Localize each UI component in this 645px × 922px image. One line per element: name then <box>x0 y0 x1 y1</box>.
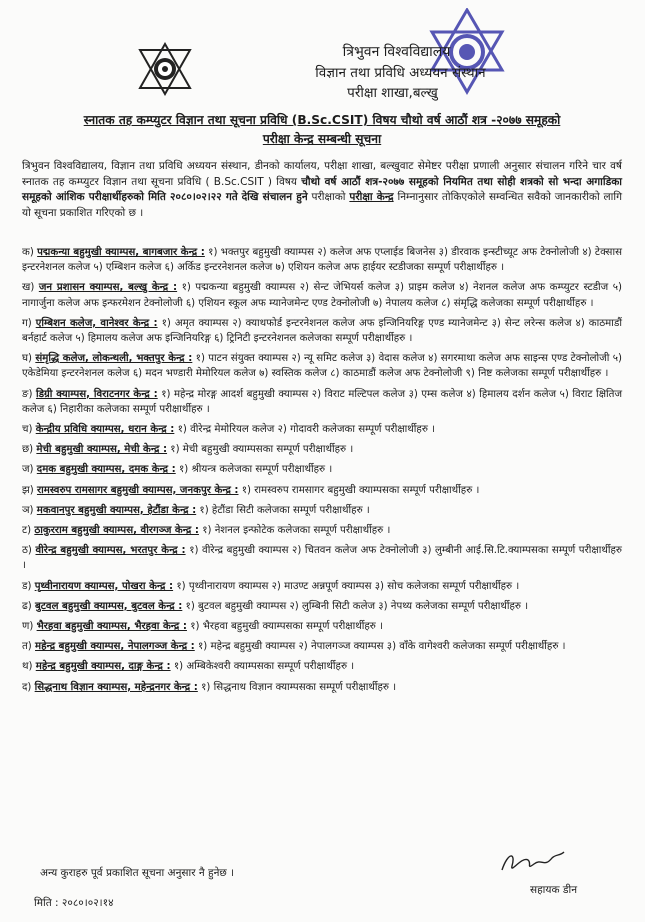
exam-center-item <box>22 523 622 538</box>
center-colleges: १) वीरेन्द्र मेमोरियल कलेज २) गोदावरी कलेजका सम्पूर्ण परीक्षार्थीहरु । <box>177 424 436 436</box>
center-label: ज) <box>22 464 34 476</box>
center-name: डिग्री क्याम्पस, विराटनगर केन्द्र : <box>35 388 158 400</box>
intro-part1: त्रिभुवन विश्वविद्यालय, विज्ञान तथा प्रविधि अध्ययन संस्थान, डीनको कार्यालय, परीक्षा शाखा, बल्खुवाट सेमेष्टर परीक्षा प्रणाली अनुसार संचालन गरिने चार वर्ष स्नातक तह कम्प्युटर विज्ञान तथा सूचना प्रविधि ( B.Sc.CSIT ) विषय <box>22 160 622 188</box>
notice-title-line2: परीक्षा केन्द्र सम्बन्धी सूचना <box>262 132 382 146</box>
center-name: सिद्धनाथ विज्ञान क्याम्पस, महेन्द्रनगर केन्द्र : <box>34 681 198 693</box>
center-colleges: १) भक्तपुर बहुमुखी क्याम्पस २) कलेज अफ एप्लाईड बिजनेस ३) डीरवाक इन्स्टीच्यूट अफ टेक्नोलोजी ४) टेक्सास इन्टरनेशनल कलेज ५) एम्बिशन कलेज ६) अर्किड इन्टरनेशनल कलेज ७) एशियन कलेज अफ हाईयर स्टडीजका सम्पूर्ण परीक्षार्थीहरु । <box>22 247 622 274</box>
center-label: ग) <box>22 317 32 329</box>
center-name: दमक बहुमुखी क्याम्पस, दमक केन्द्र : <box>36 464 176 476</box>
center-colleges: १) भैरहवा बहुमुखी क्याम्पसका सम्पूर्ण परीक्षार्थीहरु । <box>190 621 383 633</box>
exam-center-item <box>22 422 622 437</box>
intro-bold2: देखि संचालन हुने <box>241 191 308 204</box>
exam-center-item <box>22 659 622 674</box>
center-name: एम्बिशन कलेज, वानेश्वर केन्द्र : <box>35 317 158 329</box>
center-label: छ) <box>22 444 34 456</box>
center-colleges: १) पाटन संयुक्त क्याम्पस २) न्यू समिट कलेज ३) वेदास कलेज ४) सगरमाथा कलेज अफ साइन्स एण्ड टेक्नोलोजी ५) एकेडेमिया इन्टरनेशनल कलेज ६) मदन भण्डारी मेमोरियल कलेज ७) स्वस्तिक कलेज ८) काठमाडौं कलेज अफ टेक्नोलोजी ९) निष्ट कलेजका सम्पूर्ण परीक्षार्थीहरु । <box>22 353 622 380</box>
center-label: ख) <box>22 282 35 294</box>
center-label: ढ) <box>22 600 32 612</box>
exam-center-item <box>22 462 622 477</box>
center-colleges: १) महेन्द्र बहुमुखी क्याम्पस २) नेपालगञ्ज क्याम्पस ३) वाँके वागेश्वरी कलेजका सम्पूर्ण परीक्षार्थीहरु । <box>198 641 566 653</box>
center-label: ङ) <box>22 388 33 400</box>
intro-bold1: चौथो वर्ष आठौं शत्र-२०७७ समूहको नियमित तथा सोही शत्रको सो भन्दा अगाडिका समूहको आंशिक परीक्षार्थीहरुको मिति २०८०।०२।२२ गते <box>22 175 622 204</box>
center-colleges: १) वीरेन्द्र बहुमुखी क्याम्पस २) चितवन कलेज अफ टेक्नोलोजी ३) लुम्बीनी आई.सि.टि.क्याम्पसका सम्पूर्ण परीक्षार्थीहरु । <box>22 545 622 572</box>
center-label: च) <box>22 424 33 436</box>
center-colleges: १) सिद्धनाथ विज्ञान क्याम्पसका सम्पूर्ण परीक्षार्थीहरु । <box>201 681 397 693</box>
center-name: महेन्द्र बहुमुखी क्याम्पस, दाङ्ग केन्द्र : <box>35 661 171 673</box>
center-label: घ) <box>22 353 32 365</box>
center-name: जन प्रशासन क्याम्पस, बल्खु केन्द्र : <box>38 282 178 294</box>
exam-center-item <box>22 503 622 518</box>
intro-part2: परीक्षाको <box>307 191 350 204</box>
intro-part3: निम्नानुसार तोकिएकोले सम्वन्धित सवैको जानकारीको लागि यो सूचना प्रकाशित गरिएको छ । <box>22 191 623 219</box>
exam-center-item <box>22 579 622 594</box>
exam-center-item <box>22 280 622 310</box>
intro-paragraph <box>22 159 622 221</box>
center-name: ठाकुरराम बहुमुखी क्याम्पस, वीरगञ्ज केन्द्र : <box>34 525 199 537</box>
center-name: वीरेन्द्र बहुमुखी क्याम्पस, भरतपुर केन्द्र : <box>35 545 186 557</box>
exam-center-item <box>22 442 622 457</box>
exam-center-list <box>22 245 622 700</box>
office-name: परीक्षा शाखा,बल्खु <box>347 85 438 101</box>
center-name: महेन्द्र बहुमुखी क्याम्पस, नेपालगञ्ज केन्द्र : <box>35 641 195 653</box>
center-label: थ) <box>22 661 33 673</box>
center-label: झ) <box>22 484 34 496</box>
notice-date: मिति : २०८०।०२।१४ <box>34 897 114 909</box>
center-colleges: १) बुटवल बहुमुखी क्याम्पस २) लुम्बिनी सिटी कलेज ३) नेपथ्य कलेजका सम्पूर्ण परीक्षार्थीहरु । <box>185 600 529 612</box>
center-name: भैरहवा बहुमुखी क्याम्पस, भैरहवा केन्द्र : <box>36 621 187 633</box>
center-colleges: १) पृथ्वीनारायण क्याम्पस २) माउण्ट अन्नपूर्ण क्याम्पस ३) सोच कलेजका सम्पूर्ण परीक्षार्थीहरु । <box>176 580 520 592</box>
exam-center-item <box>22 245 622 275</box>
intro-bold3: परीक्षा केन्द्र <box>349 191 394 204</box>
center-label: द) <box>22 681 32 693</box>
center-name: मेची बहुमुखी क्याम्पस, मेची केन्द्र : <box>36 444 168 456</box>
center-name: केन्द्रीय प्रविधि क्याम्पस, धरान केन्द्र : <box>35 424 175 436</box>
exam-center-item <box>22 599 622 614</box>
exam-center-item <box>22 483 622 498</box>
center-label: ठ) <box>22 545 32 557</box>
exam-center-item <box>22 619 622 634</box>
notice-title <box>22 111 622 149</box>
center-label: ञ) <box>22 504 34 516</box>
signature-icon <box>498 846 568 876</box>
center-label: ट) <box>22 525 32 537</box>
center-name: मकवानपुर बहुमुखी क्याम्पस, हेटौंडा केन्द्र : <box>36 504 197 516</box>
center-colleges: १) हेटौंडा सिटी कलेजका सम्पूर्ण परीक्षार्थीहरु । <box>199 504 370 516</box>
center-label: त) <box>22 641 32 653</box>
center-name: पृथ्वीनारायण क्याम्पस, पोखरा केन्द्र : <box>34 580 174 592</box>
university-name: त्रिभुवन विश्वविद्यालय <box>342 44 451 60</box>
footer-note: अन्य कुराहरु पूर्व प्रकाशित सूचना अनुसार नै हुनेछ । <box>40 867 235 879</box>
exam-center-item <box>22 639 622 654</box>
center-colleges: १) अम्बिकेश्वरी क्याम्पसका सम्पूर्ण परीक्षार्थीहरु । <box>173 661 355 673</box>
center-colleges: १) मेची बहुमुखी क्याम्पसका सम्पूर्ण परीक्षार्थीहरु । <box>170 444 354 456</box>
exam-center-item <box>22 543 622 573</box>
center-colleges: १) नेशनल इन्फोटेक कलेजका सम्पूर्ण परीक्षार्थीहरु । <box>202 525 391 537</box>
center-colleges: १) रामस्वरुप रामसागर बहुमुखी क्याम्पसका सम्पूर्ण परीक्षार्थीहरु । <box>241 484 480 496</box>
exam-center-item <box>22 680 622 695</box>
signer-title: सहायक डीन <box>530 884 578 896</box>
center-colleges: १) पद्मकन्या बहुमुखी क्याम्पस २) सेन्ट जेभियर्स कलेज ३) प्राइम कलेज ४) नेशनल कलेज अफ कम्प्युटर स्टडीज ५) नागार्जुना कलेज अफ इन्फरमेशन टेक्नोलोजी ६) एशियन स्कूल अफ म्यानेजमेन्ट एण्ड टेक्नोलोजी ७) नेपालय कलेज ८) संमृद्धि कलेजका सम्पूर्ण परीक्षार्थीहरु । <box>22 282 622 309</box>
center-label: क) <box>22 247 34 258</box>
institute-name: विज्ञान तथा प्रविधि अध्ययन संस्थान <box>315 65 486 81</box>
center-colleges: १) श्रीयन्त्र कलेजका सम्पूर्ण परीक्षार्थीहरु । <box>178 464 333 476</box>
center-name: संमृद्धि कलेज, लोकन्थली, भक्तपुर केन्द्र : <box>35 353 193 365</box>
center-colleges: १) अमृत क्याम्पस २) क्याथफोर्ड इन्टरनेशनल कलेज अफ इन्जिनियरिङ्ग एण्ड म्यानेजमेन्ट ३) सेन्ट लरेन्स कलेज ४) काठमाडौं बर्नहार्ट कलेज ५) हिमालय कलेज अफ इन्जिनियरिङ्ग ६) ट्रिनिटी इन्टरनेशनल कलेजका सम्पूर्ण परीक्षार्थीहरु । <box>22 317 622 345</box>
exam-center-item <box>22 351 622 381</box>
center-name: बुटवल बहुमुखी क्याम्पस, बुटवल केन्द्र : <box>34 600 183 612</box>
exam-center-item <box>22 316 622 346</box>
center-label: ण) <box>22 621 34 633</box>
center-name: पद्मकन्या बहुमुखी क्याम्पस, बागबजार केन्द्र : <box>37 247 205 258</box>
center-name: रामस्वरुप रामसागर बहुमुखी क्याम्पस, जनकपुर केन्द्र : <box>36 484 239 496</box>
notice-title-line1: स्नातक तह कम्प्युटर विज्ञान तथा सूचना प्रविधि (B.Sc.CSIT) विषय चौथो वर्ष आठौं शत्र -२०७७ समूहको <box>83 113 561 127</box>
exam-center-item <box>22 387 622 417</box>
center-label: ड) <box>22 580 32 592</box>
center-colleges: १) महेन्द्र मोरङ्ग आदर्श बहुमुखी क्याम्पस २) विराट मल्टिपल कलेज ३) एम्स कलेज ४) हिमालय दर्शन कलेज ५) विराट क्षितिज कलेज ६) निहारीका कलेजका सम्पूर्ण परीक्षार्थीहरु । <box>22 388 623 415</box>
